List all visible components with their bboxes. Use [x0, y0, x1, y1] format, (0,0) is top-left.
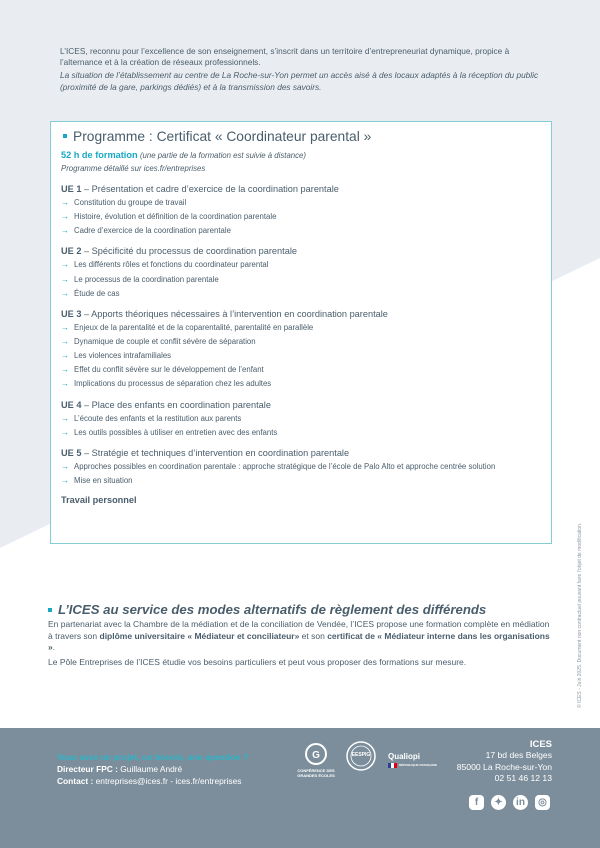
arrow-right-icon: → — [61, 462, 69, 472]
travail-personnel: Travail personnel — [61, 495, 137, 506]
ue-title: UE 2 – Spécificité du processus de coordination parentale — [61, 246, 297, 257]
service-section — [48, 601, 556, 668]
qualiopi-logo: Qualiopi RÉPUBLIQUE FRANÇAISE — [388, 752, 438, 767]
list-item: → Les violences intrafamiliales — [61, 351, 172, 361]
footer-tagline: Vous avez un projet, un besoin, une question ? — [57, 752, 249, 762]
bullet-square-icon — [63, 134, 67, 138]
svg-text:G: G — [312, 750, 320, 761]
list-item: → L’écoute des enfants et la restitution aux parents — [61, 413, 242, 423]
arrow-right-icon: → — [61, 322, 69, 332]
director-line: Directeur FPC : Guillaume André — [57, 764, 183, 774]
arrow-right-icon: → — [61, 427, 69, 437]
list-item: → Les différents rôles et fonctions du coordinateur parental — [61, 260, 269, 270]
social-links — [462, 792, 550, 810]
intro-paragraph: L’ICES, reconnu pour l’excellence de son enseignement, s’inscrit dans un territoire d’entrepreneuriat dynamique, propice à l’alternance et à la création de réseaux professionnels. — [60, 46, 510, 68]
contact-line: Contact : entreprises@ices.fr - ices.fr/entreprises — [57, 776, 242, 786]
list-item: → Les outils possibles à utiliser en entretien avec des enfants — [61, 427, 278, 437]
service-title: L’ICES au service des modes alternatifs de règlement des différends — [48, 601, 556, 618]
arrow-right-icon: → — [61, 365, 69, 375]
ue-block — [61, 308, 541, 390]
arrow-right-icon: → — [61, 212, 69, 222]
programme-title: Programme : Certificat « Coordinateur parental » — [61, 128, 541, 146]
list-item: → Histoire, évolution et définition de la coordination parentale — [61, 212, 277, 222]
ue-title: UE 3 – Apports théoriques nécessaires à l’intervention en coordination parentale — [61, 308, 388, 319]
service-paragraph: En partenariat avec la Chambre de la médiation et de la conciliation de Vendée, l’ICES propose une formation complète en médiation à travers son diplôme universitaire « Médiateur et conciliateur» et son certificat de « Médiateur interne dans les organisations ». — [48, 619, 550, 652]
footer — [0, 728, 600, 848]
eespig-logo: EESPIG — [344, 740, 378, 758]
list-item: → Cadre d’exercice de la coordination parentale — [61, 226, 231, 236]
bullet-square-icon — [48, 608, 52, 612]
arrow-right-icon: → — [61, 274, 69, 284]
list-item: → Effet du conflit sévère sur le développement de l’enfant — [61, 365, 264, 375]
arrow-right-icon: → — [61, 226, 69, 236]
linkedin-icon[interactable]: in — [513, 795, 528, 810]
ue-title: UE 4 – Place des enfants en coordination parentale — [61, 399, 271, 410]
programme-hours: 52 h de formation (une partie de la formation est suivie à distance) — [61, 150, 306, 160]
list-item: → Enjeux de la parentalité et de la coparentalité, parentalité en parallèle — [61, 322, 314, 332]
arrow-right-icon: → — [61, 288, 69, 298]
ue-block — [61, 447, 541, 486]
contact-site-link[interactable]: ices.fr/entreprises — [175, 776, 242, 786]
arrow-right-icon: → — [61, 379, 69, 389]
ue-title: UE 5 – Stratégie et techniques d’intervention en coordination parentale — [61, 448, 350, 459]
list-item: → Constitution du groupe de travail — [61, 198, 187, 207]
arrow-right-icon: → — [61, 413, 69, 423]
intro-location-paragraph: La situation de l’établissement au centre de La Roche-sur-Yon permet un accès aisé à des locaux adaptés à la réception du public (proximité de la gare, parkings dédiés) et à la transmission des savoirs. — [60, 70, 539, 92]
arrow-right-icon: → — [61, 260, 69, 270]
ue-list — [61, 183, 541, 486]
list-item: → Approches possibles en coordination parentale : approche stratégique de l’école de Palo Alto et approche centrée solution — [61, 462, 496, 472]
cge-icon — [304, 742, 328, 766]
arrow-right-icon: → — [61, 351, 69, 361]
ue-block — [61, 399, 541, 438]
intro-box — [50, 39, 552, 109]
ue-title: UE 1 – Présentation et cadre d’exercice de la coordination parentale — [61, 184, 339, 194]
facebook-icon[interactable]: f — [469, 795, 484, 810]
programme-detail-link: Programme détaillé sur ices.fr/entreprises — [61, 164, 206, 173]
footer-address: ICES 17 bd des Belges 85000 La Roche-sur-Yon 02 51 46 12 13 — [456, 739, 552, 783]
arrow-right-icon: → — [61, 337, 69, 347]
cge-logo: G CONFÉRENCE DES GRANDES ÉCOLES — [296, 742, 336, 778]
list-item: → Dynamique de couple et conflit sévère de séparation — [61, 337, 256, 347]
list-item: → Implications du processus de séparation chez les adultes — [61, 379, 272, 389]
instagram-icon[interactable]: ◎ — [535, 795, 550, 810]
ue-block — [61, 183, 541, 236]
programme-box — [50, 121, 552, 544]
arrow-right-icon: → — [61, 476, 69, 486]
list-item: → Étude de cas — [61, 288, 120, 298]
list-item: → Le processus de la coordination parentale — [61, 274, 219, 284]
ue-block — [61, 245, 541, 298]
footer-contact — [57, 751, 249, 787]
service-custom-paragraph: Le Pôle Entreprises de l’ICES étudie vos besoins particuliers et peut vous proposer des formations sur mesure. — [48, 656, 467, 667]
legal-sidenote: © ICES - Juin 2025. Document non contractuel pouvant faire l’objet de modification. — [577, 522, 583, 708]
arrow-right-icon: → — [61, 198, 69, 207]
list-item: → Mise en situation — [61, 476, 133, 486]
twitter-icon[interactable]: ✦ — [491, 795, 506, 810]
